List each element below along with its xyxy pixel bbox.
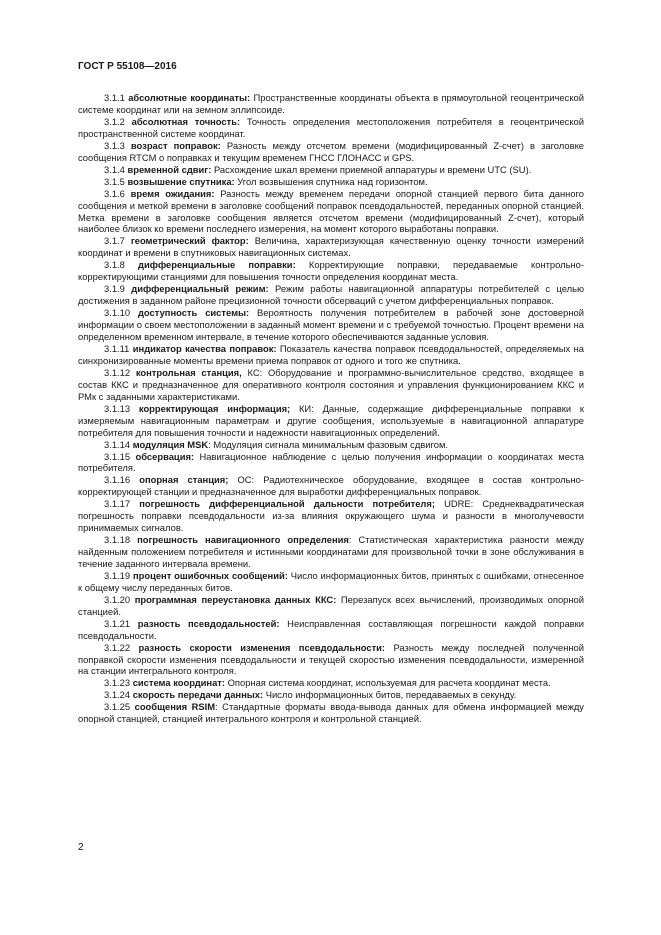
definition-entry xyxy=(78,701,584,725)
definition-term: погрешность дифференциальной дальности потребителя; xyxy=(139,498,435,510)
definition-text: Угол возвышения спутника над горизонтом. xyxy=(234,175,428,187)
definition-entry xyxy=(78,618,584,642)
definition-number: 3.1.15 xyxy=(104,450,131,462)
definition-text: ОС: Радиотехническое оборудование, входящее в состав контрольно-корректирующей станции и предназначенное для выработки дифференциальных поправок. xyxy=(78,474,584,498)
definition-entry xyxy=(78,677,584,689)
definition-text: Опорная система координат, используемая для расчета координат места. xyxy=(225,677,551,689)
definition-number: 3.1.9 xyxy=(104,283,125,295)
definition-number: 3.1.23 xyxy=(104,677,131,689)
definition-term: корректирующая информация; xyxy=(138,402,291,414)
definition-number: 3.1.25 xyxy=(104,701,131,713)
definition-number: 3.1.6 xyxy=(104,187,125,199)
definition-entry xyxy=(78,498,584,534)
definition-term: модуляция MSK xyxy=(132,438,209,450)
definition-entry xyxy=(78,176,584,188)
definition-term: временной сдвиг: xyxy=(127,163,212,175)
definition-entry xyxy=(78,534,584,570)
definition-number: 3.1.3 xyxy=(104,139,125,151)
definition-term: индикатор качества поправок: xyxy=(132,342,277,354)
definition-text: Перезапуск всех вычислений, производимых опорной станцией. xyxy=(78,593,585,617)
page-number: 2 xyxy=(78,842,84,853)
definition-text: Точность определения местоположения потребителя в геоцентрической пространственной системе координат. xyxy=(78,115,585,139)
definition-text: Показатель качества поправок псевдодальностей, определяемых на синхронизированные моменты времени приема поправок от одного и того же спутника. xyxy=(78,342,584,366)
definition-term: сообщения RSIM xyxy=(134,701,216,713)
definition-text: Пространственные координаты объекта в прямоугольной геоцентрической системе координат или на земном эллипсоиде. xyxy=(78,92,584,115)
definitions-list xyxy=(78,92,584,725)
definition-text: Режим работы навигационной аппаратуры потребителей с целью достижения в заданном районе прецизионной точности обсерваций с учетом дифференциальных поправок. xyxy=(78,283,584,307)
definition-term: возвышение спутника: xyxy=(127,175,235,187)
definition-term: время ожидания: xyxy=(130,187,215,199)
definition-number: 3.1.12 xyxy=(104,366,131,378)
document-header: ГОСТ Р 55108—2016 xyxy=(78,61,177,72)
definition-term: погрешность навигационного определения xyxy=(137,534,349,546)
definition-entry xyxy=(78,283,584,307)
definition-term: программная переустановка данных ККС: xyxy=(134,593,337,605)
definition-text: Разность между последней полученной поправкой скорости изменения псевдодальности и текущей скоростью изменения псевдодальности, измеренной на станции интегрального контроля. xyxy=(78,641,584,677)
definition-text: КИ: Данные, содержащие дифференциальные поправки к измеряемым навигационным параметрам и другие сообщения, используемые в навигационной аппаратуре потребителя для повышения точности и надежности навигационных определений. xyxy=(78,402,585,438)
definition-number: 3.1.10 xyxy=(104,307,131,319)
definition-term: дифференциальный режим: xyxy=(131,283,269,295)
definition-term: процент ошибочных сообщений: xyxy=(132,569,288,581)
definition-entry xyxy=(78,403,584,439)
definition-number: 3.1.2 xyxy=(104,115,125,127)
definition-text: Разность между отсчетом времени (модифицированный Z-счет) в заголовке сообщения RTCM о поправках и текущим временем ГНСС ГЛОНАСС и GPS. xyxy=(78,139,584,163)
definition-number: 3.1.5 xyxy=(104,175,125,187)
definition-number: 3.1.1 xyxy=(104,92,125,103)
definition-entry xyxy=(78,235,584,259)
definition-entry xyxy=(78,116,584,140)
definition-number: 3.1.17 xyxy=(104,498,131,510)
definition-term: возраст поправок: xyxy=(130,139,221,151)
definition-term: опорная станция; xyxy=(139,474,229,486)
definition-number: 3.1.24 xyxy=(104,689,131,701)
definition-term: абсолютные координаты: xyxy=(128,92,251,103)
definition-entry xyxy=(78,594,584,618)
definition-text: Величина, характеризующая качественную оценку точности измерений координат и времени в спутниковых навигационных системах. xyxy=(78,235,584,259)
definition-text: Число информационных битов, передаваемых в секунду. xyxy=(263,689,517,701)
definition-number: 3.1.16 xyxy=(104,474,131,486)
definition-entry xyxy=(78,451,584,475)
definition-number: 3.1.19 xyxy=(104,569,131,581)
definition-text: Вероятность получения потребителем в рабочей зоне достоверной информации о своем местоположении в заданный момент времени и с требуемой точностью. Процент времени на определенном временном интервале, в течение которого обеспечиваются заданные условия. xyxy=(78,307,584,342)
definition-term: разность псевдодальностей: xyxy=(137,617,280,629)
definition-entry xyxy=(78,689,584,701)
definition-term: абсолютная точность: xyxy=(131,115,241,127)
definition-term: скорость передачи данных: xyxy=(132,689,264,701)
definition-number: 3.1.13 xyxy=(104,402,131,414)
definition-term: разность скорости изменения псевдодальности: xyxy=(138,641,386,653)
definition-text: : Модуляция сигнала минимальным фазовым сдвигом. xyxy=(208,438,448,450)
definition-text: КС: Оборудование и программно-вычислительное средство, входящее в состав ККС и предназначенное для оперативного контроля состояния и управления функционированием ККС и РМк с заданными характеристиками. xyxy=(78,366,584,402)
definition-text: Корректирующие поправки, передаваемые контрольно-корректирующими станциями для повышения точности определения координат места. xyxy=(78,259,584,283)
definition-entry xyxy=(78,570,584,594)
definition-text: Расхождение шкал времени приемной аппаратуры и времени UTC (SU). xyxy=(211,163,532,175)
definition-text: Разность между временем передачи опорной станцией первого бита данного сообщения и меткой времени в заголовке сообщений поправок псевдодальностей, переданных опорной станцией. Метка времени в заголовке сообщения является отсчетом времени (модифицированный Z-счет), который наиболее близок ко времени последнего измерения, на момент которого выработаны поправки. xyxy=(78,187,584,235)
definition-number: 3.1.20 xyxy=(104,593,131,605)
definition-term: доступность системы: xyxy=(137,307,250,319)
definition-number: 3.1.11 xyxy=(104,342,130,354)
definition-number: 3.1.7 xyxy=(104,235,125,247)
definition-text: : Статистическая характеристика разности между найденным положением потребителя и истинными координатами для произвольной точки в зоне обслуживания в течение заданного интервала времени. xyxy=(78,534,584,569)
definition-number: 3.1.22 xyxy=(104,641,131,653)
definition-number: 3.1.8 xyxy=(104,259,125,271)
definition-entry xyxy=(78,92,584,116)
definition-text: Навигационное наблюдение с целью получения информации о координатах места потребителя. xyxy=(78,450,584,474)
definition-text: Неисправленная составляющая погрешности каждой поправки псевдодальности. xyxy=(78,617,584,641)
definition-number: 3.1.18 xyxy=(104,534,131,546)
definition-entry xyxy=(78,140,584,164)
definition-number: 3.1.21 xyxy=(104,617,131,629)
definition-text: Число информационных битов, принятых с ошибками, отнесенное к общему числу переданных битов. xyxy=(78,569,584,593)
definition-entry xyxy=(78,164,584,176)
definition-entry xyxy=(78,259,584,283)
definition-entry xyxy=(78,188,584,236)
definition-entry xyxy=(78,343,584,367)
definition-number: 3.1.4 xyxy=(104,163,125,175)
definition-text: UDRE: Среднеквадратическая погрешность поправки псевдодальности из-за влияния окружающего шума и разности в многолучевости принимаемых сигналов. xyxy=(78,498,585,534)
definition-entry xyxy=(78,307,584,343)
definition-term: обсервация: xyxy=(135,450,195,462)
definition-entry xyxy=(78,474,584,498)
definition-term: дифференциальные поправки: xyxy=(138,259,296,271)
definition-text: : Стандартные форматы ввода-вывода данных для обмена информацией между опорной станцией, станцией интегрального контроля и контрольной станцией. xyxy=(78,701,584,725)
definition-number: 3.1.14 xyxy=(104,438,131,450)
definition-term: контрольная станция, xyxy=(135,366,242,378)
definition-entry xyxy=(78,367,584,403)
definition-entry xyxy=(78,642,584,678)
definition-term: геометрический фактор: xyxy=(130,235,249,247)
definition-term: система координат: xyxy=(132,677,226,689)
definition-entry xyxy=(78,439,584,451)
